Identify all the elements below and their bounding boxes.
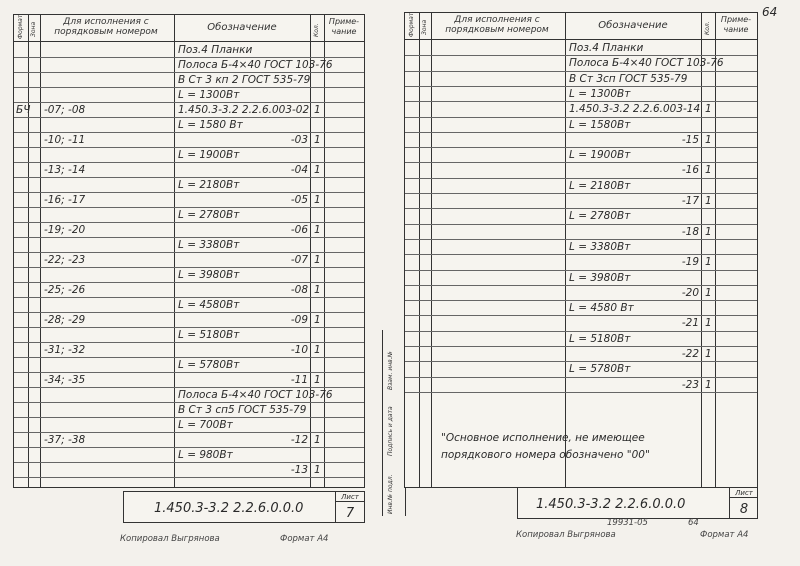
row-divider <box>405 86 757 87</box>
left-format: Формат А4 <box>280 534 329 544</box>
row-divider <box>14 177 364 178</box>
designation-cell: -16 <box>681 164 699 177</box>
left-copied-by: Копировал Выгрянова <box>120 534 220 544</box>
ordinal-cell: -31; -32 <box>44 344 86 356</box>
row-divider <box>14 282 364 283</box>
row-divider <box>14 357 364 358</box>
row-divider <box>405 162 757 163</box>
qty-cell: 1 <box>705 164 712 177</box>
right-format: Формат А4 <box>700 530 749 540</box>
row-divider <box>405 208 757 209</box>
row-divider <box>14 132 364 133</box>
row-divider <box>14 432 364 433</box>
designation-cell: L = 2180Вт <box>178 179 240 191</box>
designation-cell: L = 3380Вт <box>178 239 240 251</box>
row-divider <box>14 477 364 478</box>
qty-cell: 1 <box>314 434 321 446</box>
designation-cell: L = 5180Вт <box>569 332 631 345</box>
row-divider <box>405 193 757 194</box>
designation-cell: Поз.4 Планки <box>569 42 644 54</box>
designation-cell: -20 <box>681 286 699 299</box>
row-divider <box>14 372 364 373</box>
designation-cell: -13 <box>290 464 308 476</box>
right-spec-sheet <box>404 12 758 488</box>
qty-cell: 1 <box>314 254 321 266</box>
qty-cell: 1 <box>314 464 321 476</box>
qty-header: Кол. <box>313 23 320 37</box>
row-divider <box>405 224 757 225</box>
designation-cell: -06 <box>290 224 308 236</box>
qty-cell: 1 <box>314 104 321 116</box>
row-divider <box>14 252 364 253</box>
format-cell: БЧ <box>16 104 31 116</box>
qty-cell: 1 <box>705 195 712 207</box>
qty-cell: 1 <box>705 103 712 116</box>
designation-cell: Полоса Б-4×40 ГОСТ 103-76 <box>178 389 333 401</box>
ordinal-cell: -34; -35 <box>44 374 86 386</box>
designation-cell: -19 <box>681 256 699 269</box>
row-divider <box>14 447 364 448</box>
designation-header: Обозначение <box>598 20 668 31</box>
ordinal-header: Для исполнения с порядковым номером <box>445 15 549 35</box>
designation-cell: -15 <box>681 133 699 146</box>
ordinal-cell: -13; -14 <box>44 164 86 176</box>
row-divider <box>14 342 364 343</box>
row-divider <box>405 117 757 118</box>
ordinal-cell: -16; -17 <box>44 194 86 206</box>
row-divider <box>14 222 364 223</box>
designation-cell: L = 1580Вт <box>569 118 631 131</box>
qty-cell: 1 <box>314 314 321 326</box>
row-divider <box>405 147 757 148</box>
row-divider <box>14 402 364 403</box>
row-divider <box>14 87 364 88</box>
side-label-0: Инв.№ подл. <box>387 474 394 514</box>
page-number: 64 <box>762 5 778 19</box>
qty-cell: 1 <box>314 374 321 386</box>
designation-cell: L = 5780Вт <box>569 363 631 376</box>
designation-cell: -05 <box>290 194 308 206</box>
right-document-code: 1.450.3-3.2 2.2.6.0.0.0 <box>536 497 686 512</box>
archive-page: 64 <box>688 518 699 528</box>
row-divider <box>14 387 364 388</box>
row-divider <box>405 377 757 378</box>
row-divider <box>14 102 364 103</box>
row-divider <box>14 267 364 268</box>
row-divider <box>14 117 364 118</box>
designation-cell: L = 980Вт <box>178 449 233 461</box>
format-header: Формат <box>408 12 415 37</box>
side-label-2: Взам. инв.№ <box>387 351 394 390</box>
left-document-code: 1.450.3-3.2 2.2.6.0.0.0 <box>154 501 304 516</box>
ordinal-cell: -10; -11 <box>44 134 86 146</box>
qty-cell: 1 <box>314 344 321 356</box>
format-header: Формат <box>17 14 24 39</box>
designation-cell: -17 <box>681 195 699 207</box>
right-side-strip <box>382 330 406 516</box>
designation-cell: 1.450.3-3.2 2.2.6.003-14 <box>569 103 701 116</box>
designation-cell: L = 4580Вт <box>178 299 240 311</box>
designation-cell: L = 700Вт <box>178 419 233 431</box>
row-divider <box>405 239 757 240</box>
designation-cell: В Ст 3 сп5 ГОСТ 535-79 <box>178 404 307 416</box>
ordinal-cell: -25; -26 <box>44 284 86 296</box>
qty-cell: 1 <box>314 164 321 176</box>
ordinal-cell: -37; -38 <box>44 434 86 446</box>
row-divider <box>405 178 757 179</box>
designation-cell: L = 5180Вт <box>178 329 240 341</box>
row-divider <box>14 147 364 148</box>
designation-cell: Полоса Б-4×40 ГОСТ 103-76 <box>569 57 724 70</box>
zone-header: Зона <box>30 21 37 37</box>
designation-cell: В Ст 3сп ГОСТ 535-79 <box>569 72 688 85</box>
designation-cell: L = 1900Вт <box>569 149 631 162</box>
designation-cell: Поз.4 Планки <box>178 44 253 56</box>
ordinal-cell: -19; -20 <box>44 224 86 236</box>
row-divider <box>14 297 364 298</box>
ordinal-cell: -22; -23 <box>44 254 86 266</box>
ordinal-header: Для исполнения с порядковым номером <box>54 17 158 37</box>
row-divider <box>405 300 757 301</box>
row-divider <box>405 101 757 102</box>
left-sheet-label: Лист <box>336 493 364 502</box>
designation-cell: -10 <box>290 344 308 356</box>
qty-cell: 1 <box>705 225 712 238</box>
qty-cell: 1 <box>705 378 712 391</box>
row-divider <box>14 312 364 313</box>
row-divider <box>14 72 364 73</box>
designation-cell: -07 <box>290 254 308 266</box>
designation-cell: L = 1900Вт <box>178 149 240 161</box>
designation-cell: L = 3980Вт <box>178 269 240 281</box>
row-divider <box>14 417 364 418</box>
qty-cell: 1 <box>705 317 712 330</box>
row-divider <box>405 270 757 271</box>
row-divider <box>405 254 757 255</box>
designation-cell: -18 <box>681 225 699 238</box>
designation-cell: -09 <box>290 314 308 326</box>
designation-cell: L = 1300Вт <box>178 89 240 101</box>
ordinal-cell: -28; -29 <box>44 314 86 326</box>
row-divider <box>14 327 364 328</box>
row-divider <box>405 315 757 316</box>
qty-cell: 1 <box>314 194 321 206</box>
designation-cell: L = 4580 Вт <box>569 302 634 315</box>
qty-cell: 1 <box>705 256 712 269</box>
note-header: Приме-чание <box>328 17 360 36</box>
row-divider <box>14 207 364 208</box>
row-divider <box>405 361 757 362</box>
designation-cell: -21 <box>681 317 699 330</box>
row-divider <box>405 346 757 347</box>
ordinal-cell: -07; -08 <box>44 104 86 116</box>
designation-cell: -03 <box>290 134 308 146</box>
row-divider <box>405 132 757 133</box>
row-divider <box>405 392 757 393</box>
designation-cell: 1.450.3-3.2 2.2.6.003-02 <box>178 104 310 116</box>
row-divider <box>14 237 364 238</box>
left-title-block <box>123 491 365 523</box>
designation-cell: Полоса Б-4×40 ГОСТ 103-76 <box>178 59 333 71</box>
designation-cell: -08 <box>290 284 308 296</box>
row-divider <box>14 192 364 193</box>
left-spec-sheet <box>13 14 365 488</box>
qty-cell: 1 <box>705 348 712 360</box>
row-divider <box>14 462 364 463</box>
note-header: Приме-чание <box>720 15 752 34</box>
designation-cell: -22 <box>681 348 699 360</box>
designation-cell: L = 1580 Вт <box>178 119 243 131</box>
row-divider <box>405 285 757 286</box>
qty-cell: 1 <box>314 284 321 296</box>
left-sheet-number: 7 <box>345 506 355 521</box>
right-note-line-1: "Основное исполнение, не имеющее <box>441 432 645 444</box>
designation-cell: L = 2780Вт <box>178 209 240 221</box>
designation-cell: -04 <box>290 164 308 176</box>
designation-cell: L = 2780Вт <box>569 210 631 223</box>
right-note-line-2: порядкового номера обозначено "00" <box>441 449 650 461</box>
designation-cell: -11 <box>290 374 308 386</box>
qty-header: Кол. <box>704 21 711 35</box>
qty-cell: 1 <box>314 224 321 236</box>
qty-cell: 1 <box>314 134 321 146</box>
right-title-block <box>517 487 758 519</box>
row-divider <box>405 71 757 72</box>
designation-cell: L = 3380Вт <box>569 240 631 253</box>
row-divider <box>14 57 364 58</box>
designation-cell: L = 2180Вт <box>569 179 631 192</box>
right-sheet-number: 8 <box>739 502 749 517</box>
designation-cell: В Ст 3 кп 2 ГОСТ 535-79 <box>178 74 311 86</box>
right-sheet-label: Лист <box>730 489 758 498</box>
row-divider <box>405 55 757 56</box>
qty-cell: 1 <box>705 133 712 146</box>
designation-cell: -23 <box>681 378 699 391</box>
designation-cell: -12 <box>290 434 308 446</box>
designation-header: Обозначение <box>207 22 277 33</box>
archive-number: 19931-05 <box>607 518 648 528</box>
designation-cell: L = 3980Вт <box>569 271 631 284</box>
side-label-1: Подпись и дата <box>387 406 394 456</box>
designation-cell: L = 5780Вт <box>178 359 240 371</box>
qty-cell: 1 <box>705 286 712 299</box>
row-divider <box>405 331 757 332</box>
row-divider <box>14 162 364 163</box>
designation-cell: L = 1300Вт <box>569 87 631 100</box>
zone-header: Зона <box>421 19 428 35</box>
right-copied-by: Копировал Выгрянова <box>516 530 616 540</box>
